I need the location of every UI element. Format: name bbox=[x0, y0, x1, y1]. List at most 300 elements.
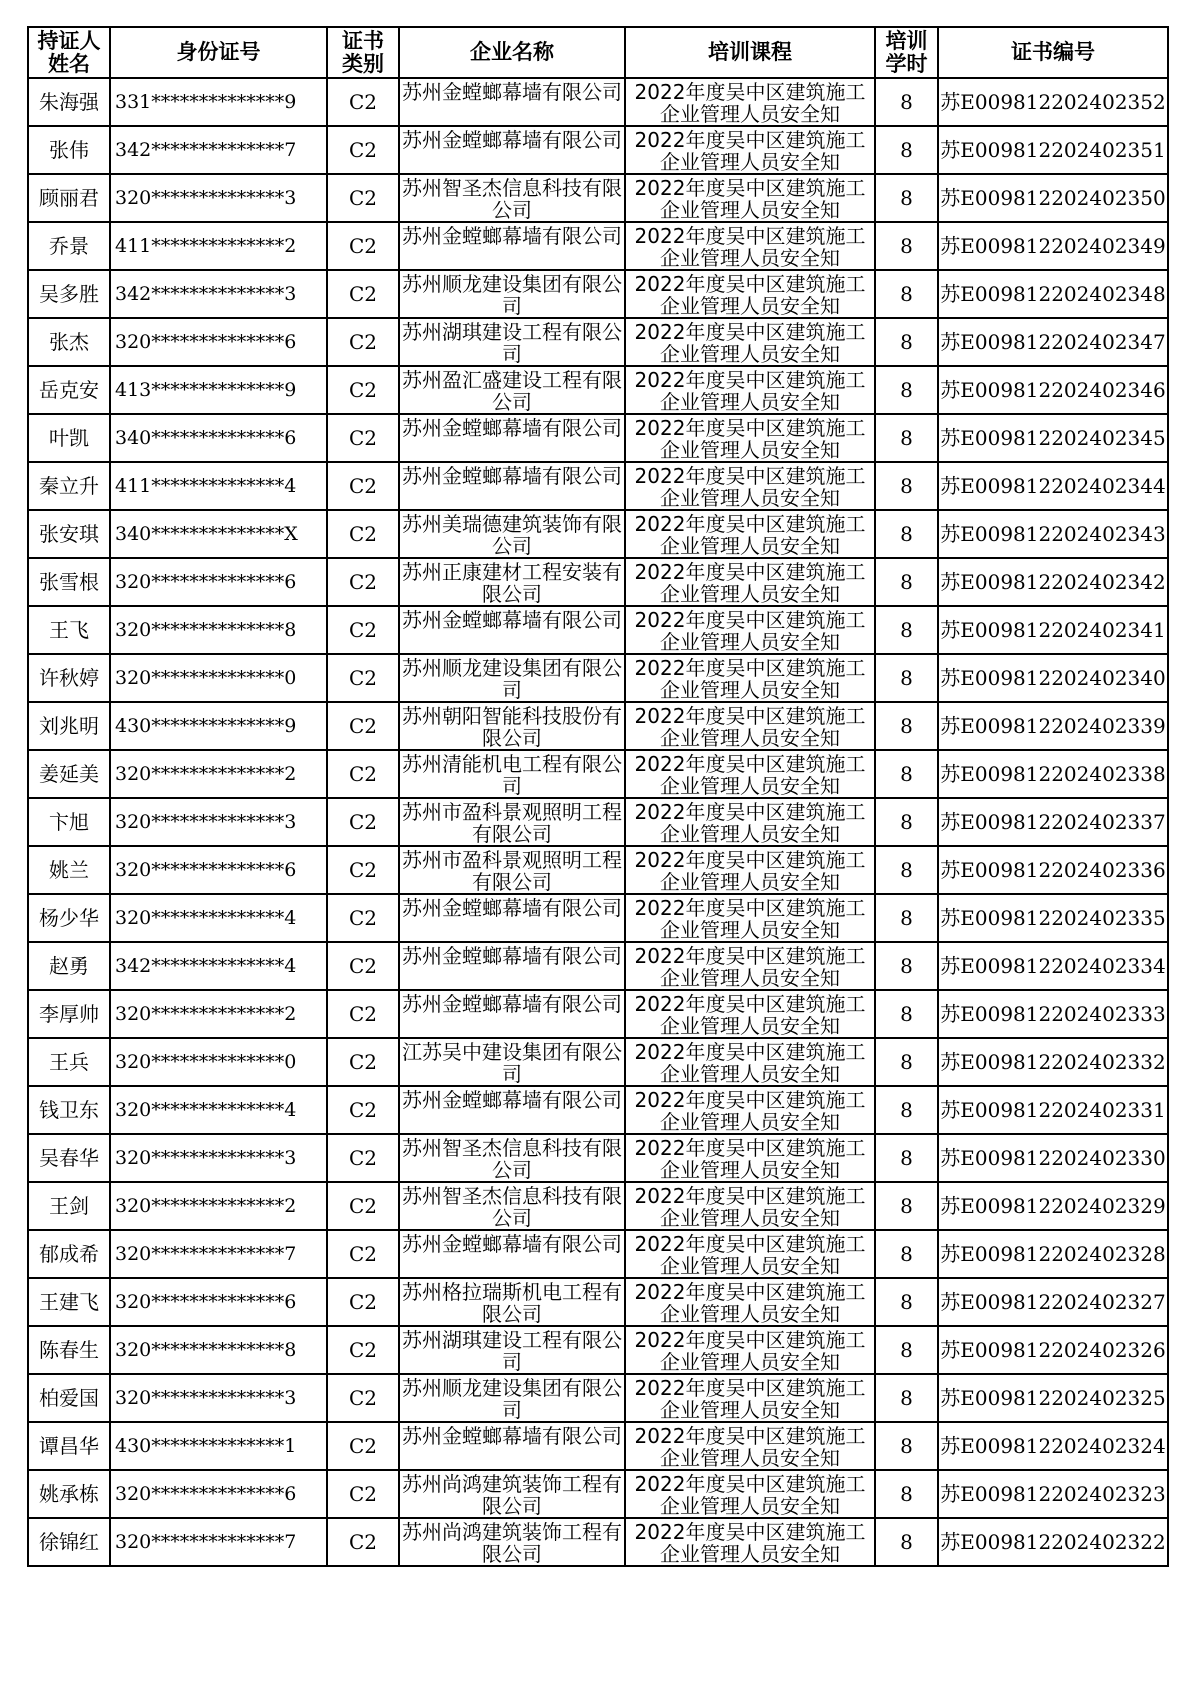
cell-hours: 8 bbox=[875, 414, 938, 462]
cell-course bbox=[625, 174, 875, 222]
cell-cert-number: 苏E009812202402344 bbox=[938, 462, 1168, 510]
cell-company bbox=[399, 1182, 625, 1230]
cell-name: 许秋婷 bbox=[28, 654, 110, 702]
cell-id-number: 320**************8 bbox=[110, 1326, 327, 1374]
cell-hours: 8 bbox=[875, 846, 938, 894]
cell-cert-type: C2 bbox=[327, 1182, 399, 1230]
header-course: 培训课程 bbox=[625, 27, 875, 78]
table-row bbox=[28, 1422, 1168, 1470]
cell-course bbox=[625, 1422, 875, 1470]
cell-cert-type: C2 bbox=[327, 78, 399, 126]
cell-id-number: 320**************3 bbox=[110, 1134, 327, 1182]
cell-company-text: 苏州朝阳智能科技股份有限公司 bbox=[402, 704, 622, 748]
cell-name: 王兵 bbox=[28, 1038, 110, 1086]
cell-hours: 8 bbox=[875, 1038, 938, 1086]
table-row bbox=[28, 414, 1168, 462]
cell-cert-type: C2 bbox=[327, 1278, 399, 1326]
cell-hours: 8 bbox=[875, 270, 938, 318]
cell-name: 乔景 bbox=[28, 222, 110, 270]
cell-name: 谭昌华 bbox=[28, 1422, 110, 1470]
cell-hours: 8 bbox=[875, 366, 938, 414]
cell-cert-number: 苏E009812202402349 bbox=[938, 222, 1168, 270]
cell-id-number: 430**************9 bbox=[110, 702, 327, 750]
cell-id-number: 320**************2 bbox=[110, 990, 327, 1038]
cell-company-text: 苏州智圣杰信息科技有限公司 bbox=[402, 1184, 622, 1228]
cell-company-text: 苏州金螳螂幕墙有限公司 bbox=[402, 80, 622, 104]
cell-company bbox=[399, 894, 625, 942]
cell-name: 卞旭 bbox=[28, 798, 110, 846]
table-row bbox=[28, 126, 1168, 174]
header-id-number: 身份证号 bbox=[110, 27, 327, 78]
cell-company-text: 苏州金螳螂幕墙有限公司 bbox=[402, 944, 622, 968]
table-row bbox=[28, 654, 1168, 702]
cell-cert-number: 苏E009812202402339 bbox=[938, 702, 1168, 750]
cell-cert-number: 苏E009812202402338 bbox=[938, 750, 1168, 798]
cell-company bbox=[399, 78, 625, 126]
cell-name: 刘兆明 bbox=[28, 702, 110, 750]
cell-course bbox=[625, 510, 875, 558]
cell-cert-number: 苏E009812202402322 bbox=[938, 1518, 1168, 1566]
cell-cert-number: 苏E009812202402351 bbox=[938, 126, 1168, 174]
cell-hours: 8 bbox=[875, 750, 938, 798]
cell-id-number: 413**************9 bbox=[110, 366, 327, 414]
cell-hours: 8 bbox=[875, 222, 938, 270]
cell-name: 张安琪 bbox=[28, 510, 110, 558]
cell-course bbox=[625, 1038, 875, 1086]
cell-company bbox=[399, 222, 625, 270]
cell-cert-type: C2 bbox=[327, 1470, 399, 1518]
cell-cert-number: 苏E009812202402333 bbox=[938, 990, 1168, 1038]
table-row bbox=[28, 558, 1168, 606]
cell-cert-type: C2 bbox=[327, 846, 399, 894]
cell-id-number: 340**************X bbox=[110, 510, 327, 558]
table-row bbox=[28, 1326, 1168, 1374]
cell-cert-type: C2 bbox=[327, 894, 399, 942]
table-row bbox=[28, 510, 1168, 558]
table-row bbox=[28, 174, 1168, 222]
cell-name: 岳克安 bbox=[28, 366, 110, 414]
cell-course-text: 2022年度吴中区建筑施工企业管理人员安全知 bbox=[634, 1280, 866, 1324]
cell-cert-type: C2 bbox=[327, 558, 399, 606]
cell-name: 叶凯 bbox=[28, 414, 110, 462]
table-row bbox=[28, 990, 1168, 1038]
cell-cert-number: 苏E009812202402348 bbox=[938, 270, 1168, 318]
table-row bbox=[28, 1086, 1168, 1134]
table-row bbox=[28, 702, 1168, 750]
cell-cert-number: 苏E009812202402341 bbox=[938, 606, 1168, 654]
cell-cert-number: 苏E009812202402342 bbox=[938, 558, 1168, 606]
cell-hours: 8 bbox=[875, 1422, 938, 1470]
cell-course-text: 2022年度吴中区建筑施工企业管理人员安全知 bbox=[634, 128, 866, 172]
cell-company-text: 苏州金螳螂幕墙有限公司 bbox=[402, 1424, 622, 1448]
cell-cert-number: 苏E009812202402332 bbox=[938, 1038, 1168, 1086]
cell-course-text: 2022年度吴中区建筑施工企业管理人员安全知 bbox=[634, 416, 866, 460]
cell-name: 李厚帅 bbox=[28, 990, 110, 1038]
cell-company-text: 苏州金螳螂幕墙有限公司 bbox=[402, 608, 622, 632]
table-row bbox=[28, 1374, 1168, 1422]
cell-id-number: 320**************2 bbox=[110, 750, 327, 798]
cell-company-text: 苏州智圣杰信息科技有限公司 bbox=[402, 176, 622, 220]
cell-hours: 8 bbox=[875, 462, 938, 510]
cell-course-text: 2022年度吴中区建筑施工企业管理人员安全知 bbox=[634, 512, 866, 556]
cell-cert-number: 苏E009812202402350 bbox=[938, 174, 1168, 222]
cell-hours: 8 bbox=[875, 1326, 938, 1374]
table-row bbox=[28, 318, 1168, 366]
certificate-table bbox=[27, 26, 1169, 1567]
cell-name: 吴多胜 bbox=[28, 270, 110, 318]
cell-id-number: 320**************6 bbox=[110, 1278, 327, 1326]
cell-course bbox=[625, 366, 875, 414]
cell-name: 张雪根 bbox=[28, 558, 110, 606]
cell-course-text: 2022年度吴中区建筑施工企业管理人员安全知 bbox=[634, 320, 866, 364]
cell-id-number: 320**************3 bbox=[110, 174, 327, 222]
cell-course-text: 2022年度吴中区建筑施工企业管理人员安全知 bbox=[634, 704, 866, 748]
cell-course bbox=[625, 1374, 875, 1422]
cell-course-text: 2022年度吴中区建筑施工企业管理人员安全知 bbox=[634, 944, 866, 988]
cell-company bbox=[399, 558, 625, 606]
cell-course bbox=[625, 78, 875, 126]
cell-company bbox=[399, 414, 625, 462]
cell-id-number: 342**************3 bbox=[110, 270, 327, 318]
cell-course bbox=[625, 1230, 875, 1278]
cell-hours: 8 bbox=[875, 1278, 938, 1326]
table-row bbox=[28, 894, 1168, 942]
cell-cert-type: C2 bbox=[327, 702, 399, 750]
cell-id-number: 320**************7 bbox=[110, 1230, 327, 1278]
cell-company bbox=[399, 654, 625, 702]
cell-course-text: 2022年度吴中区建筑施工企业管理人员安全知 bbox=[634, 368, 866, 412]
cell-company-text: 苏州金螳螂幕墙有限公司 bbox=[402, 416, 622, 440]
cell-cert-type: C2 bbox=[327, 174, 399, 222]
table-row bbox=[28, 1182, 1168, 1230]
cell-id-number: 320**************4 bbox=[110, 1086, 327, 1134]
cell-cert-number: 苏E009812202402323 bbox=[938, 1470, 1168, 1518]
cell-id-number: 320**************0 bbox=[110, 1038, 327, 1086]
cell-cert-number: 苏E009812202402340 bbox=[938, 654, 1168, 702]
cell-course bbox=[625, 750, 875, 798]
cell-course-text: 2022年度吴中区建筑施工企业管理人员安全知 bbox=[634, 464, 866, 508]
cell-id-number: 320**************6 bbox=[110, 1470, 327, 1518]
cell-company bbox=[399, 318, 625, 366]
cell-id-number: 320**************6 bbox=[110, 318, 327, 366]
cell-hours: 8 bbox=[875, 1374, 938, 1422]
cell-company bbox=[399, 1326, 625, 1374]
cell-id-number: 430**************1 bbox=[110, 1422, 327, 1470]
cell-company bbox=[399, 1422, 625, 1470]
cell-name: 赵勇 bbox=[28, 942, 110, 990]
cell-course bbox=[625, 942, 875, 990]
cell-hours: 8 bbox=[875, 798, 938, 846]
cell-cert-type: C2 bbox=[327, 1230, 399, 1278]
cell-cert-number: 苏E009812202402347 bbox=[938, 318, 1168, 366]
table-row bbox=[28, 1134, 1168, 1182]
cell-cert-type: C2 bbox=[327, 1086, 399, 1134]
cell-cert-type: C2 bbox=[327, 1134, 399, 1182]
cell-hours: 8 bbox=[875, 1086, 938, 1134]
cell-course bbox=[625, 462, 875, 510]
cell-hours: 8 bbox=[875, 1470, 938, 1518]
cell-company bbox=[399, 846, 625, 894]
cell-course-text: 2022年度吴中区建筑施工企业管理人员安全知 bbox=[634, 272, 866, 316]
cell-id-number: 320**************6 bbox=[110, 846, 327, 894]
cell-name: 吴春华 bbox=[28, 1134, 110, 1182]
table-row bbox=[28, 798, 1168, 846]
cell-cert-type: C2 bbox=[327, 414, 399, 462]
cell-course-text: 2022年度吴中区建筑施工企业管理人员安全知 bbox=[634, 1424, 866, 1468]
header-cert-number: 证书编号 bbox=[938, 27, 1168, 78]
cell-company bbox=[399, 1038, 625, 1086]
cell-cert-number: 苏E009812202402328 bbox=[938, 1230, 1168, 1278]
cell-company-text: 苏州金螳螂幕墙有限公司 bbox=[402, 1088, 622, 1112]
table-row bbox=[28, 1230, 1168, 1278]
cell-cert-type: C2 bbox=[327, 222, 399, 270]
cell-hours: 8 bbox=[875, 1182, 938, 1230]
cell-cert-number: 苏E009812202402335 bbox=[938, 894, 1168, 942]
cell-cert-type: C2 bbox=[327, 126, 399, 174]
cell-course bbox=[625, 1134, 875, 1182]
cell-cert-number: 苏E009812202402345 bbox=[938, 414, 1168, 462]
cell-cert-type: C2 bbox=[327, 510, 399, 558]
cell-hours: 8 bbox=[875, 654, 938, 702]
cell-company bbox=[399, 1278, 625, 1326]
cell-company bbox=[399, 174, 625, 222]
cell-cert-number: 苏E009812202402346 bbox=[938, 366, 1168, 414]
cell-hours: 8 bbox=[875, 990, 938, 1038]
cell-course-text: 2022年度吴中区建筑施工企业管理人员安全知 bbox=[634, 608, 866, 652]
cell-company-text: 苏州市盈科景观照明工程有限公司 bbox=[402, 848, 622, 892]
cell-company-text: 苏州金螳螂幕墙有限公司 bbox=[402, 224, 622, 248]
cell-company-text: 苏州智圣杰信息科技有限公司 bbox=[402, 1136, 622, 1180]
cell-name: 王飞 bbox=[28, 606, 110, 654]
cell-name: 徐锦红 bbox=[28, 1518, 110, 1566]
cell-cert-type: C2 bbox=[327, 654, 399, 702]
cell-course bbox=[625, 1182, 875, 1230]
cell-cert-number: 苏E009812202402324 bbox=[938, 1422, 1168, 1470]
cell-name: 秦立升 bbox=[28, 462, 110, 510]
cell-hours: 8 bbox=[875, 558, 938, 606]
cell-course-text: 2022年度吴中区建筑施工企业管理人员安全知 bbox=[634, 1088, 866, 1132]
cell-hours: 8 bbox=[875, 942, 938, 990]
header-hours: 培训学时 bbox=[875, 27, 938, 78]
cell-company-text: 苏州尚鸿建筑装饰工程有限公司 bbox=[402, 1472, 622, 1516]
cell-cert-number: 苏E009812202402327 bbox=[938, 1278, 1168, 1326]
table-row bbox=[28, 1278, 1168, 1326]
cell-id-number: 320**************3 bbox=[110, 798, 327, 846]
cell-company bbox=[399, 126, 625, 174]
cell-course bbox=[625, 1518, 875, 1566]
cell-hours: 8 bbox=[875, 894, 938, 942]
table-row bbox=[28, 1470, 1168, 1518]
cell-course bbox=[625, 894, 875, 942]
cell-cert-type: C2 bbox=[327, 750, 399, 798]
cell-id-number: 320**************0 bbox=[110, 654, 327, 702]
cell-company-text: 苏州顺龙建设集团有限公司 bbox=[402, 1376, 622, 1420]
table-body bbox=[28, 78, 1168, 1566]
cell-company bbox=[399, 366, 625, 414]
table-row bbox=[28, 750, 1168, 798]
cell-cert-type: C2 bbox=[327, 942, 399, 990]
table-row bbox=[28, 942, 1168, 990]
cell-company bbox=[399, 942, 625, 990]
cell-id-number: 331**************9 bbox=[110, 78, 327, 126]
table-row bbox=[28, 462, 1168, 510]
cell-company-text: 苏州湖琪建设工程有限公司 bbox=[402, 1328, 622, 1372]
cell-cert-number: 苏E009812202402329 bbox=[938, 1182, 1168, 1230]
cell-cert-type: C2 bbox=[327, 1518, 399, 1566]
cell-cert-type: C2 bbox=[327, 318, 399, 366]
cell-company bbox=[399, 702, 625, 750]
cell-course bbox=[625, 414, 875, 462]
cell-cert-number: 苏E009812202402330 bbox=[938, 1134, 1168, 1182]
cell-course bbox=[625, 126, 875, 174]
cell-company-text: 苏州金螳螂幕墙有限公司 bbox=[402, 464, 622, 488]
cell-company bbox=[399, 462, 625, 510]
header-cert-type: 证书类别 bbox=[327, 27, 399, 78]
cell-company bbox=[399, 606, 625, 654]
cell-course bbox=[625, 798, 875, 846]
cell-name: 陈春生 bbox=[28, 1326, 110, 1374]
cell-company-text: 苏州美瑞德建筑装饰有限公司 bbox=[402, 512, 622, 556]
cell-cert-number: 苏E009812202402352 bbox=[938, 78, 1168, 126]
cell-company-text: 苏州正康建材工程安装有限公司 bbox=[402, 560, 622, 604]
table-row bbox=[28, 270, 1168, 318]
cell-course bbox=[625, 606, 875, 654]
cell-company bbox=[399, 1470, 625, 1518]
cell-name: 姜延美 bbox=[28, 750, 110, 798]
cell-course-text: 2022年度吴中区建筑施工企业管理人员安全知 bbox=[634, 752, 866, 796]
cell-id-number: 411**************4 bbox=[110, 462, 327, 510]
table-row bbox=[28, 846, 1168, 894]
cell-name: 姚承栋 bbox=[28, 1470, 110, 1518]
cell-course bbox=[625, 1470, 875, 1518]
cell-company-text: 苏州顺龙建设集团有限公司 bbox=[402, 656, 622, 700]
cell-name: 张杰 bbox=[28, 318, 110, 366]
cell-company-text: 苏州顺龙建设集团有限公司 bbox=[402, 272, 622, 316]
cell-course bbox=[625, 990, 875, 1038]
cell-name: 朱海强 bbox=[28, 78, 110, 126]
cell-company-text: 苏州金螳螂幕墙有限公司 bbox=[402, 1232, 622, 1256]
cell-course-text: 2022年度吴中区建筑施工企业管理人员安全知 bbox=[634, 224, 866, 268]
cell-course-text: 2022年度吴中区建筑施工企业管理人员安全知 bbox=[634, 1136, 866, 1180]
cell-cert-number: 苏E009812202402326 bbox=[938, 1326, 1168, 1374]
cell-cert-type: C2 bbox=[327, 366, 399, 414]
cell-name: 顾丽君 bbox=[28, 174, 110, 222]
cell-course bbox=[625, 222, 875, 270]
cell-id-number: 340**************6 bbox=[110, 414, 327, 462]
cell-company bbox=[399, 1230, 625, 1278]
cell-company bbox=[399, 1086, 625, 1134]
cell-hours: 8 bbox=[875, 1134, 938, 1182]
cell-cert-number: 苏E009812202402334 bbox=[938, 942, 1168, 990]
cell-name: 王剑 bbox=[28, 1182, 110, 1230]
cell-company-text: 苏州金螳螂幕墙有限公司 bbox=[402, 896, 622, 920]
cell-company-text: 苏州盈汇盛建设工程有限公司 bbox=[402, 368, 622, 412]
cell-cert-type: C2 bbox=[327, 1422, 399, 1470]
cell-cert-type: C2 bbox=[327, 798, 399, 846]
cell-company bbox=[399, 270, 625, 318]
cell-course bbox=[625, 318, 875, 366]
cell-course-text: 2022年度吴中区建筑施工企业管理人员安全知 bbox=[634, 1472, 866, 1516]
cell-id-number: 320**************6 bbox=[110, 558, 327, 606]
cell-name: 张伟 bbox=[28, 126, 110, 174]
table-row bbox=[28, 1518, 1168, 1566]
cell-name: 郁成希 bbox=[28, 1230, 110, 1278]
cell-id-number: 320**************7 bbox=[110, 1518, 327, 1566]
cell-course-text: 2022年度吴中区建筑施工企业管理人员安全知 bbox=[634, 1520, 866, 1564]
cell-company bbox=[399, 990, 625, 1038]
cell-course-text: 2022年度吴中区建筑施工企业管理人员安全知 bbox=[634, 896, 866, 940]
cell-course bbox=[625, 558, 875, 606]
cell-id-number: 342**************7 bbox=[110, 126, 327, 174]
cell-company bbox=[399, 1518, 625, 1566]
cell-id-number: 320**************4 bbox=[110, 894, 327, 942]
cell-hours: 8 bbox=[875, 78, 938, 126]
cell-course bbox=[625, 1086, 875, 1134]
cell-cert-type: C2 bbox=[327, 1038, 399, 1086]
cell-course bbox=[625, 846, 875, 894]
cell-course-text: 2022年度吴中区建筑施工企业管理人员安全知 bbox=[634, 1328, 866, 1372]
cell-cert-number: 苏E009812202402337 bbox=[938, 798, 1168, 846]
cell-name: 杨少华 bbox=[28, 894, 110, 942]
cell-company-text: 苏州金螳螂幕墙有限公司 bbox=[402, 128, 622, 152]
cell-course-text: 2022年度吴中区建筑施工企业管理人员安全知 bbox=[634, 176, 866, 220]
cell-name: 王建飞 bbox=[28, 1278, 110, 1326]
cell-company-text: 苏州湖琪建设工程有限公司 bbox=[402, 320, 622, 364]
cell-name: 钱卫东 bbox=[28, 1086, 110, 1134]
cell-hours: 8 bbox=[875, 318, 938, 366]
cell-course-text: 2022年度吴中区建筑施工企业管理人员安全知 bbox=[634, 656, 866, 700]
cell-id-number: 320**************2 bbox=[110, 1182, 327, 1230]
table-row bbox=[28, 366, 1168, 414]
cell-company-text: 苏州清能机电工程有限公司 bbox=[402, 752, 622, 796]
cell-course bbox=[625, 702, 875, 750]
cell-cert-number: 苏E009812202402343 bbox=[938, 510, 1168, 558]
cell-hours: 8 bbox=[875, 174, 938, 222]
header-row bbox=[28, 27, 1168, 78]
cell-course-text: 2022年度吴中区建筑施工企业管理人员安全知 bbox=[634, 560, 866, 604]
cell-cert-type: C2 bbox=[327, 270, 399, 318]
cell-cert-type: C2 bbox=[327, 1326, 399, 1374]
cell-cert-type: C2 bbox=[327, 990, 399, 1038]
cell-hours: 8 bbox=[875, 702, 938, 750]
table-row bbox=[28, 606, 1168, 654]
cell-course bbox=[625, 1326, 875, 1374]
cell-course-text: 2022年度吴中区建筑施工企业管理人员安全知 bbox=[634, 848, 866, 892]
cell-course-text: 2022年度吴中区建筑施工企业管理人员安全知 bbox=[634, 1184, 866, 1228]
cell-hours: 8 bbox=[875, 1518, 938, 1566]
cell-hours: 8 bbox=[875, 126, 938, 174]
cell-name: 柏爱国 bbox=[28, 1374, 110, 1422]
cell-course-text: 2022年度吴中区建筑施工企业管理人员安全知 bbox=[634, 1376, 866, 1420]
cell-company bbox=[399, 1374, 625, 1422]
cell-company-text: 苏州市盈科景观照明工程有限公司 bbox=[402, 800, 622, 844]
cell-company bbox=[399, 798, 625, 846]
cell-cert-type: C2 bbox=[327, 1374, 399, 1422]
cell-hours: 8 bbox=[875, 510, 938, 558]
cell-course-text: 2022年度吴中区建筑施工企业管理人员安全知 bbox=[634, 80, 866, 124]
cell-cert-number: 苏E009812202402331 bbox=[938, 1086, 1168, 1134]
cell-course bbox=[625, 654, 875, 702]
cell-cert-type: C2 bbox=[327, 462, 399, 510]
cell-id-number: 320**************8 bbox=[110, 606, 327, 654]
cell-course-text: 2022年度吴中区建筑施工企业管理人员安全知 bbox=[634, 1040, 866, 1084]
cell-id-number: 320**************3 bbox=[110, 1374, 327, 1422]
table-row bbox=[28, 1038, 1168, 1086]
header-name: 持证人姓名 bbox=[28, 27, 110, 78]
cell-company bbox=[399, 510, 625, 558]
cell-cert-number: 苏E009812202402325 bbox=[938, 1374, 1168, 1422]
cell-course-text: 2022年度吴中区建筑施工企业管理人员安全知 bbox=[634, 1232, 866, 1276]
